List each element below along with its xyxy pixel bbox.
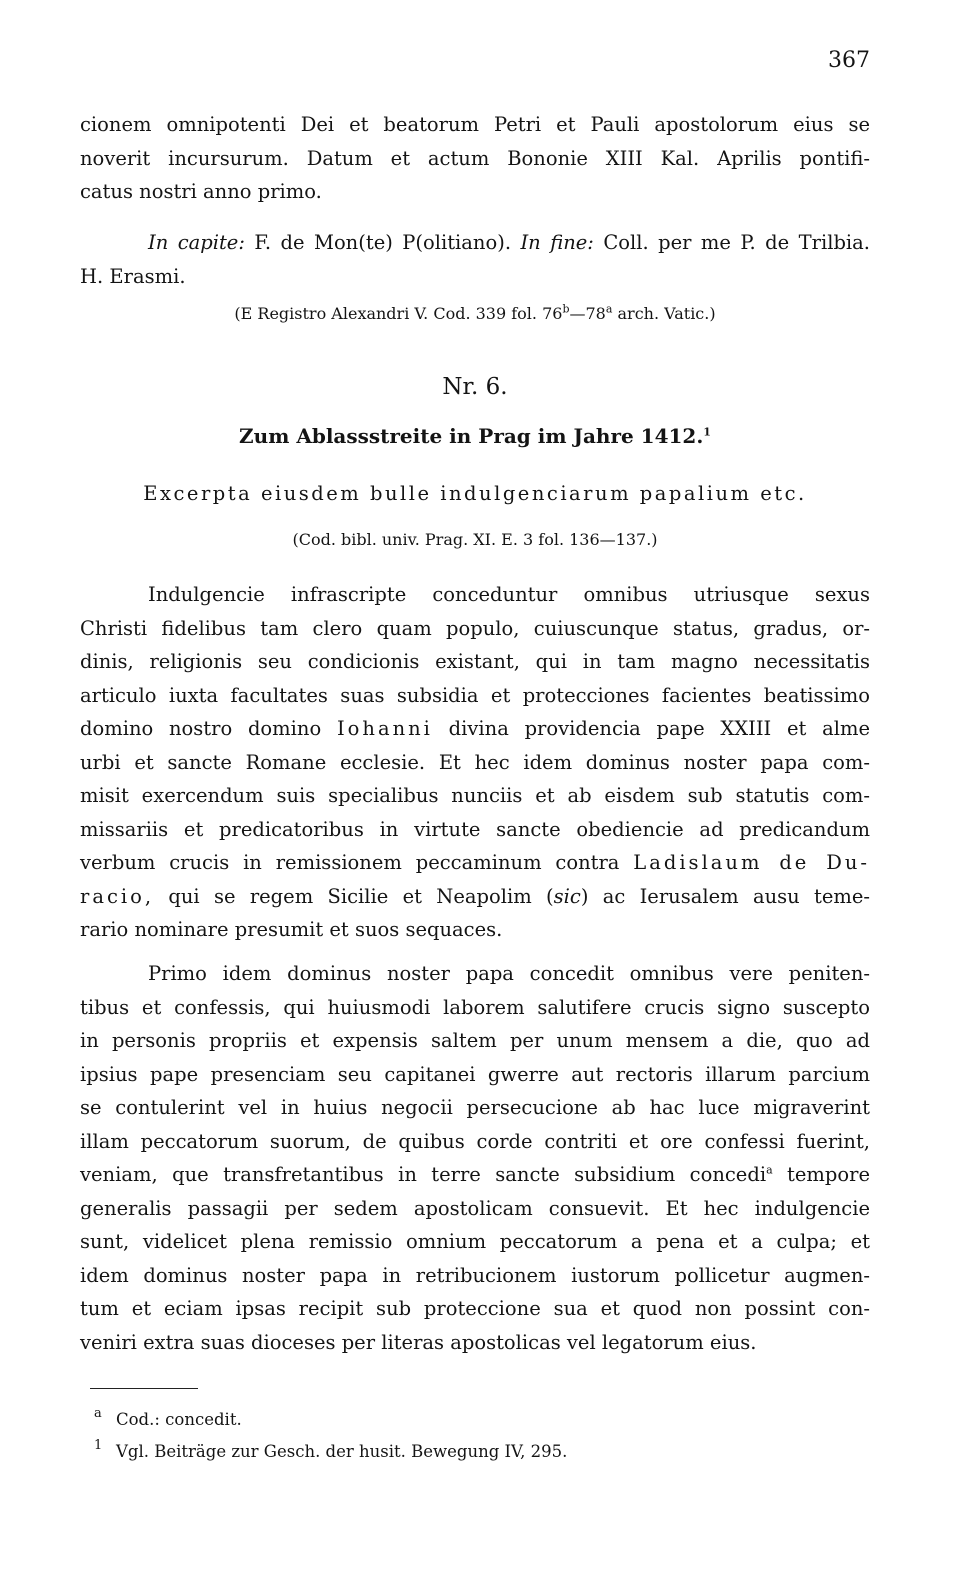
text-line: articulo iuxta facultates suas subsidia et protecciones facientes beatissimo bbox=[80, 683, 870, 707]
intro-line: catus nostri anno primo. bbox=[80, 180, 322, 203]
text-line bbox=[80, 712, 870, 746]
footnote-mark-a: a bbox=[766, 1163, 773, 1177]
text-line: idem dominus noster papa in retribucionem iustorum pollicetur augmen- bbox=[80, 1263, 870, 1287]
name-iohanni: Iohanni bbox=[336, 717, 433, 740]
name-ladislaus: Ladislaum de Du- bbox=[633, 851, 870, 874]
text-line: rario nominare presumit et suos sequaces. bbox=[80, 918, 503, 941]
page-number: 367 bbox=[828, 48, 870, 73]
footnote-text: Cod.: concedit. bbox=[116, 1410, 242, 1429]
signature-second-line: H. Erasmi. bbox=[80, 264, 186, 288]
in-fine-text: Coll. per me P. de Trilbia. bbox=[603, 231, 870, 254]
signature-block bbox=[80, 226, 870, 293]
text-segment: veniam, que transfretantibus in terre sancte subsidium concedi bbox=[80, 1163, 767, 1186]
footnote-mark: a bbox=[94, 1406, 102, 1421]
in-capite-label: In capite: bbox=[148, 231, 245, 254]
text-line: se contulerint vel in huius negocii persecucione ab hac luce migraverint bbox=[80, 1096, 870, 1119]
text-line: generalis passagii per sedem apostolicam consuevit. Et hec indulgencie bbox=[80, 1196, 870, 1220]
source-note-end: arch. Vatic.) bbox=[612, 304, 716, 323]
text-segment: verbum crucis in remissionem peccaminum contra bbox=[80, 851, 634, 874]
document-number-heading: Nr. 6. bbox=[442, 374, 508, 400]
text-segment: ) ac Ierusalem ausu teme- bbox=[580, 884, 871, 908]
text-line: in personis propriis et expensis saltem per unum mensem a die, quo ad bbox=[80, 1029, 870, 1052]
text-segment: tempore bbox=[772, 1163, 870, 1186]
intro-paragraph bbox=[80, 108, 870, 209]
section-title bbox=[80, 424, 870, 448]
intro-line: noverit incursurum. Datum et actum Bononie XIII Kal. Aprilis pontifi- bbox=[80, 146, 870, 170]
title-footnote-mark: 1 bbox=[703, 425, 711, 439]
text-segment: qui se regem Sicilie et Neapolim ( bbox=[154, 884, 554, 908]
text-line: sunt, videlicet plena remissio omnium peccatorum a pena et a culpa; et bbox=[80, 1230, 870, 1253]
text-line bbox=[80, 846, 870, 880]
text-line: ipsius pape presenciam seu capitanei gwerre aut rectoris illarum parcium bbox=[80, 1062, 870, 1086]
text-line: Christi fidelibus tam clero quam populo, cuiuscunque status, gradus, or- bbox=[80, 616, 870, 640]
text-line: Primo idem dominus noster papa concedit omnibus vere peniten- bbox=[148, 962, 870, 985]
source-note-mid: —78 bbox=[569, 304, 606, 323]
text-segment: divina providencia pape XXIII et alme bbox=[432, 717, 870, 740]
sic-note: sic bbox=[553, 884, 581, 908]
text-line: misit exercendum suis specialibus nunciis et ab eisdem sub statutis com- bbox=[80, 784, 870, 807]
paragraph-1 bbox=[80, 578, 870, 947]
codex-note: (Cod. bibl. univ. Prag. XI. E. 3 fol. 136—137.) bbox=[292, 530, 658, 549]
name-duracio: racio, bbox=[80, 884, 155, 908]
document-page bbox=[80, 0, 870, 1593]
section-title-text: Zum Ablassstreite in Prag im Jahre 1412. bbox=[239, 424, 704, 448]
text-line: tibus et confessis, qui huiusmodi laborem salutifere crucis signo suscepto bbox=[80, 995, 870, 1019]
source-note bbox=[80, 304, 870, 323]
footnote-mark: 1 bbox=[94, 1438, 103, 1453]
footnote-divider bbox=[90, 1388, 198, 1389]
text-line bbox=[80, 880, 870, 914]
footnote-text: Vgl. Beiträge zur Gesch. der husit. Bewegung IV, 295. bbox=[116, 1442, 568, 1461]
text-line: Indulgencie infrascripte conceduntur omnibus utriusque sexus bbox=[148, 583, 870, 606]
in-capite-text: F. de Mon(te) P(olitiano). bbox=[254, 231, 512, 254]
in-fine-label: In fine: bbox=[520, 231, 594, 254]
text-line bbox=[80, 1158, 870, 1192]
source-sup-b: b bbox=[562, 302, 570, 316]
excerpt-heading: Excerpta eiusdem bulle indulgenciarum papalium etc. bbox=[143, 482, 807, 505]
paragraph-2 bbox=[80, 957, 870, 1359]
footnote-a bbox=[94, 1406, 242, 1429]
text-line: urbi et sancte Romane ecclesie. Et hec idem dominus noster papa com- bbox=[80, 750, 870, 774]
source-sup-a: a bbox=[605, 302, 613, 316]
signature-line bbox=[80, 226, 870, 260]
text-line: missariis et predicatoribus in virtute sancte obediencie ad predicandum bbox=[80, 817, 870, 841]
footnote-1 bbox=[94, 1438, 568, 1461]
source-note-text: (E Registro Alexandri V. Cod. 339 fol. 76 bbox=[234, 304, 563, 323]
text-line: veniri extra suas dioceses per literas apostolicas vel legatorum eius. bbox=[80, 1330, 757, 1354]
text-segment: domino nostro domino bbox=[80, 717, 337, 740]
text-line: illam peccatorum suorum, de quibus corde contriti et ore confessi fuerint, bbox=[80, 1129, 870, 1153]
intro-line: cionem omnipotenti Dei et beatorum Petri et Pauli apostolorum eius se bbox=[80, 113, 870, 136]
text-line: dinis, religionis seu condicionis existant, qui in tam magno necessitatis bbox=[80, 650, 870, 673]
text-line: tum et eciam ipsas recipit sub proteccione sua et quod non possint con- bbox=[80, 1297, 870, 1320]
